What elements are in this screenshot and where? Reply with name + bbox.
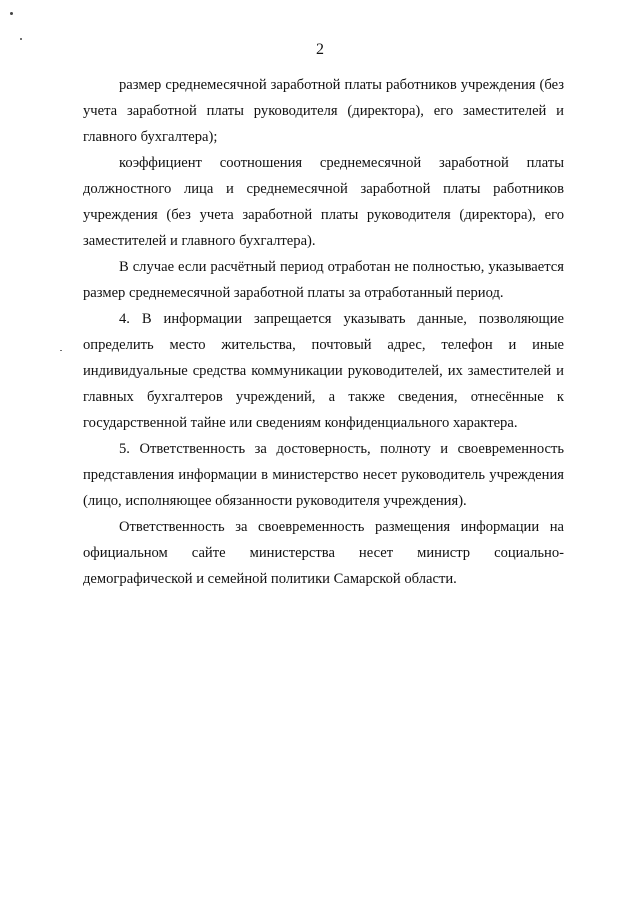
paragraph-salary-ratio: коэффициент соотношения среднемесячной заработной платы должностного лица и среднемесячной заработной платы работников учреждения (без учета заработной платы руководителя (директора), его заместителей и главного бухгалтера). <box>83 155 564 249</box>
scan-speck <box>20 38 22 40</box>
paragraph-item-4: 4. В информации запрещается указывать данные, позволяющие определить место жительства, почтовый адрес, телефон и иные индивидуальные средства коммуникации руководителей, их заместителей и главных бухгалтеров учреждений, а также сведения, отнесённые к государственной тайне или сведениям конфиденциального характера. <box>83 311 564 431</box>
paragraph-item-5: 5. Ответственность за достоверность, полноту и своевременность представления информации в министерство несет руководитель учреждения (лицо, исполняющее обязанности руководителя учреждения). <box>83 441 564 509</box>
paragraph-partial-period: В случае если расчётный период отработан не полностью, указывается размер среднемесячной заработной платы за отработанный период. <box>83 259 564 301</box>
paragraph-publication-responsibility: Ответственность за своевременность размещения информации на официальном сайте министерства несет министр социально-демографической и семейной политики Самарской области. <box>83 519 564 587</box>
paragraph-average-salary: размер среднемесячной заработной платы работников учреждения (без учета заработной платы руководителя (директора), его заместителей и главного бухгалтера); <box>83 77 564 145</box>
scan-speck <box>10 12 13 15</box>
page-number: 2 <box>316 41 324 58</box>
document-body <box>83 72 564 592</box>
scan-speck <box>60 350 62 351</box>
